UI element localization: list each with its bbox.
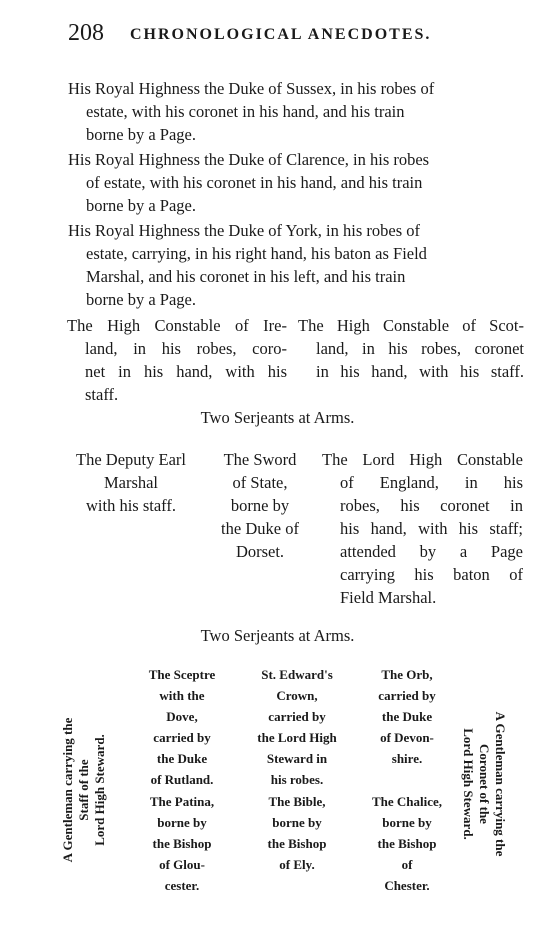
lord-high-constable-england [322, 448, 523, 609]
gentleman-staff-bearer [60, 690, 108, 890]
sword-of-state [207, 448, 313, 563]
text-line: borne by [272, 815, 322, 830]
text-line: Marshal, and his coronet in his left, and his train [86, 267, 406, 286]
text-line: carrying his baton of [340, 565, 523, 584]
text-line: of [401, 857, 413, 872]
text-line: St. Edward's [261, 667, 333, 682]
text-line: A Gentleman carrying the [60, 717, 75, 863]
text-line: the Duke [381, 709, 433, 724]
paragraph-duke-sussex [68, 77, 525, 146]
text-line: the Duke [156, 751, 208, 766]
text-line: carried by [153, 730, 211, 745]
text-line: estate, with his coronet in his hand, and his train [86, 102, 405, 121]
serjeants-at-arms-heading: Two Serjeants at Arms. [200, 408, 355, 427]
text-line: Chester. [384, 878, 430, 893]
text-line: the Duke of [221, 519, 299, 538]
text-line: the Bishop [152, 836, 212, 851]
text-line: The Patina, [149, 794, 215, 809]
text-line: The High Constable of Ire- [67, 316, 287, 335]
text-line: His Royal Highness the Duke of York, in his robes of [68, 221, 420, 240]
gentleman-coronet-bearer [460, 684, 508, 884]
text-line: the Bishop [267, 836, 327, 851]
text-line: borne by a Page. [86, 196, 196, 215]
text-line: Steward in [266, 751, 328, 766]
text-line: cester. [164, 878, 200, 893]
text-line: Staff of the [76, 759, 91, 821]
paragraph-duke-clarence [68, 148, 525, 217]
st-edwards-crown [238, 664, 356, 790]
page-number: 208 [68, 20, 104, 46]
serjeants-at-arms-heading: Two Serjeants at Arms. [200, 626, 355, 645]
text-line: The High Constable of Scot- [298, 316, 524, 335]
text-line: of Devon- [380, 730, 434, 745]
text-line: Marshal [103, 473, 159, 492]
running-title: CHRONOLOGICAL ANECDOTES. [130, 26, 432, 43]
text-line: the Bishop [377, 836, 437, 851]
text-line: attended by a Page [340, 542, 523, 561]
text-line: of Glou- [159, 857, 205, 872]
paragraph-duke-york [68, 219, 525, 311]
text-line: His Royal Highness the Duke of Clarence, in his robes [68, 150, 430, 169]
page-header [68, 20, 528, 52]
text-line: borne by [157, 815, 207, 830]
the-bible [238, 791, 356, 875]
text-line: Lord High Steward. [461, 728, 476, 840]
text-line: borne by [230, 496, 290, 515]
high-constable-ireland [67, 314, 287, 406]
text-line: of Rutland. [150, 772, 214, 787]
text-line: the Lord High [257, 730, 337, 745]
text-line: robes, his coronet in [340, 496, 523, 515]
text-line: of State, [232, 473, 288, 492]
sceptre-with-dove [130, 664, 234, 790]
text-line: A Gentleman carrying the [493, 711, 508, 857]
text-line: The Orb, [381, 667, 433, 682]
text-line: Coronet of the [477, 744, 492, 824]
text-line: his hand, with his staff; [340, 519, 523, 538]
high-constable-scotland [298, 314, 524, 383]
text-line: The Bible, [268, 794, 326, 809]
text-line: in his hand, with his staff. [316, 362, 524, 381]
text-line: of England, in his [340, 473, 523, 492]
text-line: carried by [378, 688, 436, 703]
text-line: with the [159, 688, 205, 703]
the-chalice [358, 791, 456, 896]
text-line: borne by [382, 815, 432, 830]
text-line: His Royal Highness the Duke of Sussex, in his robes of [68, 79, 435, 98]
text-line: Field Marshal. [340, 588, 437, 607]
deputy-earl-marshal [65, 448, 197, 517]
text-line: estate, carrying, in his right hand, his baton as Field [86, 244, 427, 263]
text-line: Lord High Steward. [92, 734, 107, 846]
text-line: The Chalice, [371, 794, 443, 809]
text-line: staff. [85, 385, 119, 404]
text-line: The Sword [223, 450, 297, 469]
text-line: Crown, [276, 688, 318, 703]
text-line: shire. [391, 751, 423, 766]
the-orb [358, 664, 456, 769]
text-line: The Deputy Earl [76, 450, 186, 469]
text-line: of Ely. [279, 857, 315, 872]
text-line: land, in his robes, coro- [85, 339, 287, 358]
text-line: net in his hand, with his [85, 362, 287, 381]
text-line: The Lord High Constable [322, 450, 523, 469]
text-line: carried by [268, 709, 326, 724]
text-line: his robes. [270, 772, 324, 787]
text-line: with his staff. [86, 496, 176, 515]
text-line: The Sceptre [148, 667, 216, 682]
text-line: of estate, with his coronet in his hand, and his train [86, 173, 423, 192]
text-line: borne by a Page. [86, 125, 196, 144]
text-line: Dorset. [235, 542, 285, 561]
text-line: land, in his robes, coronet [316, 339, 524, 358]
text-line: borne by a Page. [86, 290, 196, 309]
the-patina [130, 791, 234, 896]
text-line: Dove, [166, 709, 198, 724]
